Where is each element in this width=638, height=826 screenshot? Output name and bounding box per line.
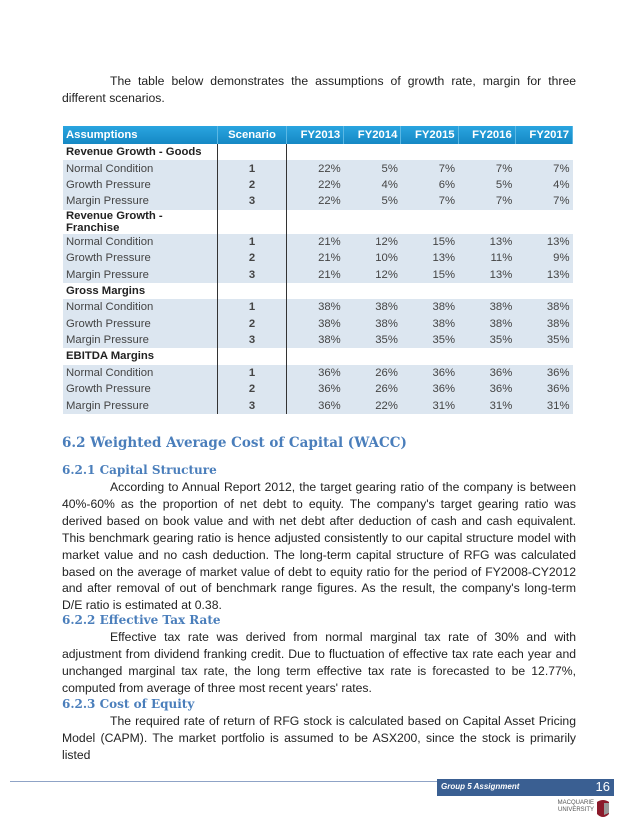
table-cell: 7%	[401, 160, 458, 176]
table-cell: Growth Pressure	[63, 316, 218, 332]
table-cell: Margin Pressure	[63, 332, 218, 348]
table-cell: 7%	[458, 160, 515, 176]
table-cell: 13%	[515, 266, 572, 282]
table-cell	[344, 210, 401, 234]
table-cell	[401, 210, 458, 234]
table-cell: Growth Pressure	[63, 381, 218, 397]
table-cell: 4%	[515, 177, 572, 193]
table-cell: 36%	[458, 381, 515, 397]
table-cell: 3	[218, 193, 287, 209]
table-cell: 22%	[344, 397, 401, 413]
table-cell: 6%	[401, 177, 458, 193]
table-cell: 5%	[344, 193, 401, 209]
table-cell	[344, 283, 401, 299]
table-cell: 3	[218, 397, 287, 413]
table-cell: 3	[218, 266, 287, 282]
table-cell: 13%	[458, 266, 515, 282]
table-cell	[515, 348, 572, 364]
table-cell	[218, 144, 287, 160]
table-cell: 38%	[344, 316, 401, 332]
column-header: FY2015	[401, 126, 458, 144]
intro-paragraph: The table below demonstrates the assumptions of growth rate, margin for three different scenarios.	[62, 74, 576, 105]
table-cell: 5%	[458, 177, 515, 193]
table-row	[63, 365, 573, 381]
table-cell: 7%	[515, 193, 572, 209]
table-cell: Normal Condition	[63, 299, 218, 315]
table-row	[63, 266, 573, 282]
table-cell: 38%	[515, 299, 572, 315]
table-cell	[287, 144, 344, 160]
table-cell: 22%	[287, 160, 344, 176]
table-cell: Normal Condition	[63, 234, 218, 250]
column-header: FY2017	[515, 126, 572, 144]
column-header: Assumptions	[63, 126, 218, 144]
table-cell: 2	[218, 250, 287, 266]
table-cell	[218, 348, 287, 364]
table-cell: 21%	[287, 250, 344, 266]
table-cell: 7%	[458, 193, 515, 209]
section-heading-wacc: 6.2 Weighted Average Cost of Capital (WACC)	[62, 435, 407, 451]
table-cell: 3	[218, 332, 287, 348]
table-row	[63, 332, 573, 348]
table-cell	[218, 283, 287, 299]
table-cell: 11%	[458, 250, 515, 266]
table-cell: 22%	[287, 177, 344, 193]
column-header: FY2014	[344, 126, 401, 144]
table-cell: 13%	[515, 234, 572, 250]
table-cell: 38%	[458, 299, 515, 315]
table-cell: 1	[218, 160, 287, 176]
table-cell: 38%	[458, 316, 515, 332]
table-cell: Margin Pressure	[63, 397, 218, 413]
table-cell: 38%	[287, 299, 344, 315]
table-cell	[287, 348, 344, 364]
table-cell: 10%	[344, 250, 401, 266]
table-cell	[287, 283, 344, 299]
group-title: Gross Margins	[63, 283, 218, 299]
table-row	[63, 234, 573, 250]
table-cell: Normal Condition	[63, 160, 218, 176]
table-cell: 2	[218, 177, 287, 193]
table-cell: 36%	[458, 365, 515, 381]
table-cell: 22%	[287, 193, 344, 209]
table-cell: Margin Pressure	[63, 193, 218, 209]
table-cell: 38%	[401, 316, 458, 332]
table-cell: 26%	[344, 381, 401, 397]
table-cell	[287, 210, 344, 234]
university-logo-text	[554, 800, 594, 814]
table-cell: 38%	[344, 299, 401, 315]
table-cell: 2	[218, 381, 287, 397]
table-cell: 13%	[401, 250, 458, 266]
footer-label: Group 5 Assignment	[441, 782, 520, 791]
group-row	[63, 144, 573, 160]
logo-line-1: MACQUARIE	[557, 800, 594, 806]
table-cell: 26%	[344, 365, 401, 381]
university-logo-icon	[596, 798, 610, 820]
table-cell: 2	[218, 316, 287, 332]
table-cell: 36%	[287, 381, 344, 397]
table-cell: 5%	[344, 160, 401, 176]
section-heading-capital-structure: 6.2.1 Capital Structure	[62, 463, 217, 477]
table-cell: 38%	[515, 316, 572, 332]
table-cell: 31%	[515, 397, 572, 413]
table-cell	[218, 210, 287, 234]
table-cell: 35%	[401, 332, 458, 348]
table-cell: 36%	[401, 365, 458, 381]
footer-bar	[437, 779, 614, 796]
table-cell: 38%	[287, 316, 344, 332]
assumptions-table	[63, 126, 573, 414]
table-cell: 1	[218, 234, 287, 250]
table-cell: 1	[218, 299, 287, 315]
table-row	[63, 299, 573, 315]
table-row	[63, 193, 573, 209]
table-cell	[515, 210, 572, 234]
table-cell: 38%	[287, 332, 344, 348]
table-cell: 15%	[401, 234, 458, 250]
group-row	[63, 283, 573, 299]
table-cell: 31%	[458, 397, 515, 413]
table-cell: 36%	[515, 365, 572, 381]
table-cell: 13%	[458, 234, 515, 250]
table-cell	[401, 348, 458, 364]
table-cell	[515, 144, 572, 160]
table-cell: 7%	[401, 193, 458, 209]
group-row	[63, 210, 573, 234]
table-cell: 15%	[401, 266, 458, 282]
table-cell	[515, 283, 572, 299]
table-cell: 38%	[401, 299, 458, 315]
table-row	[63, 177, 573, 193]
table-cell: 12%	[344, 234, 401, 250]
table-cell: 9%	[515, 250, 572, 266]
table-cell	[401, 283, 458, 299]
table-cell: 36%	[287, 365, 344, 381]
table-cell: 21%	[287, 266, 344, 282]
page-number: 16	[595, 779, 610, 794]
group-title: Revenue Growth - Goods	[63, 144, 218, 160]
table-cell: 35%	[344, 332, 401, 348]
table-cell	[458, 144, 515, 160]
cost-of-equity-paragraph: The required rate of return of RFG stock is calculated based on Capital Asset Pricing Model (CAPM). The market portfolio is assumed to be ASX200, since the stock is primarily listed	[62, 714, 576, 762]
column-header: Scenario	[218, 126, 287, 144]
table-cell: 21%	[287, 234, 344, 250]
group-title: Revenue Growth - Franchise	[63, 210, 218, 234]
table-cell	[458, 210, 515, 234]
table-cell: 36%	[401, 381, 458, 397]
column-header: FY2016	[458, 126, 515, 144]
table-cell: 35%	[515, 332, 572, 348]
group-row	[63, 348, 573, 364]
table-cell: 1	[218, 365, 287, 381]
table-cell	[458, 348, 515, 364]
table-cell: 7%	[515, 160, 572, 176]
table-cell	[458, 283, 515, 299]
table-cell: Growth Pressure	[63, 250, 218, 266]
logo-line-2: UNIVERSITY	[557, 807, 594, 813]
table-row	[63, 316, 573, 332]
footer-divider	[10, 781, 440, 782]
table-cell: Margin Pressure	[63, 266, 218, 282]
table-cell: Normal Condition	[63, 365, 218, 381]
table-cell: 36%	[515, 381, 572, 397]
column-header: FY2013	[287, 126, 344, 144]
table-row	[63, 250, 573, 266]
table-cell	[401, 144, 458, 160]
table-row	[63, 397, 573, 413]
section-heading-cost-of-equity: 6.2.3 Cost of Equity	[62, 697, 195, 711]
table-row	[63, 160, 573, 176]
table-cell: 12%	[344, 266, 401, 282]
table-cell	[344, 144, 401, 160]
table-cell: 4%	[344, 177, 401, 193]
table-row	[63, 381, 573, 397]
table-cell: 35%	[458, 332, 515, 348]
section-heading-tax-rate: 6.2.2 Effective Tax Rate	[62, 613, 221, 627]
capital-structure-paragraph: According to Annual Report 2012, the target gearing ratio of the company is between 40%-60% as the proportion of net debt to equity. The company's target gearing ratio was derived based on book value and with net debt after deduction of cash and cash equivalent. This benchmark gearing ratio is hence adjusted consistently to our capital structure model with market value and no cash deduction. The long-term capital structure of RFG was calculated based on the average of market value of debt to equity ratio for the period of FY2008-CY2012 and after removal of out of benchmark range figures. As the result, the company's long-term D/E ratio is estimated at 0.38.	[62, 480, 576, 613]
tax-rate-paragraph: Effective tax rate was derived from normal marginal tax rate of 30% and with adjustment from dividend franking credit. Due to fluctuation of effective tax rate each year and unchanged marginal tax rate, the long term effective tax rate is forecasted to be 12.77%, computed from average of three most recent years' rates.	[62, 630, 576, 695]
table-cell: 36%	[287, 397, 344, 413]
group-title: EBITDA Margins	[63, 348, 218, 364]
table-cell: 31%	[401, 397, 458, 413]
table-cell	[344, 348, 401, 364]
table-cell: Growth Pressure	[63, 177, 218, 193]
